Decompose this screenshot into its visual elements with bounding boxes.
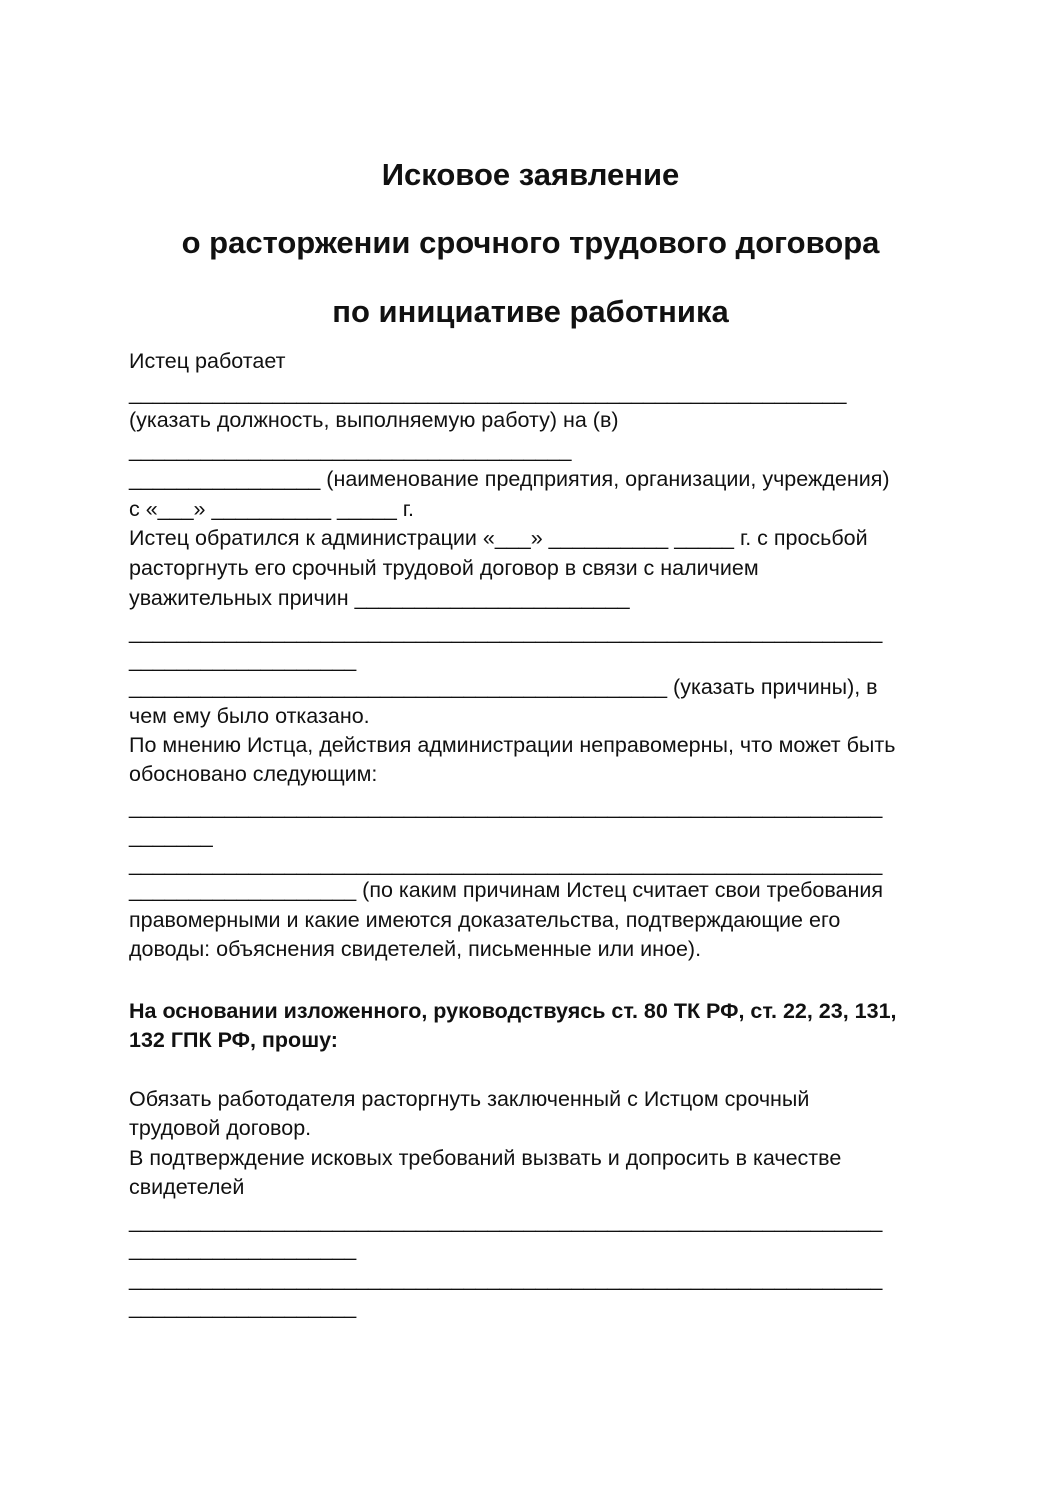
blank-line: ___________________: [129, 648, 357, 672]
text-line: трудовой договор.: [129, 1116, 312, 1140]
text-line: ________________ (наименование предприятия, организации, учреждения): [129, 467, 890, 491]
text-line: Истец обратился к администрации «___» __________ _____ г. с просьбой: [129, 526, 868, 550]
blank-line: ___________________: [129, 1295, 357, 1319]
text-line: доводы: объяснения свидетелей, письменные или иное).: [129, 937, 702, 961]
blank-line: ____________________________________________________________: [129, 381, 847, 405]
request-basis-line-2: 132 ГПК РФ, прошу:: [129, 1028, 338, 1052]
text-line: Обязать работодателя расторгнуть заключенный с Истцом срочный: [129, 1087, 810, 1111]
blank-line: _______: [129, 824, 213, 848]
text-line: обосновано следующим:: [129, 762, 378, 786]
text-line: В подтверждение исковых требований вызвать и допросить в качестве: [129, 1146, 842, 1170]
text-line: чем ему было отказано.: [129, 704, 370, 728]
request-basis-line-1: На основании изложенного, руководствуясь ст. 80 ТК РФ, ст. 22, 23, 131,: [129, 999, 897, 1023]
text-line: (указать должность, выполняемую работу) на (в): [129, 408, 619, 432]
document-title-line-1: Исковое заявление: [381, 157, 680, 192]
blank-line: ___________________: [129, 1237, 357, 1261]
blank-line: _______________________________________________________________: [129, 1267, 883, 1291]
text-line: ___________________ (по каким причинам Истец считает свои требования: [129, 878, 884, 902]
blank-line: _______________________________________________________________: [129, 852, 883, 876]
blank-line: _____________________________________: [129, 438, 572, 462]
text-line: свидетелей: [129, 1175, 245, 1199]
blank-line: _______________________________________________________________: [129, 1209, 883, 1233]
document-title-line-2: о расторжении срочного трудового договора: [181, 225, 880, 260]
text-line: По мнению Истца, действия администрации неправомерны, что может быть: [129, 733, 896, 757]
blank-line: _______________________________________________________________: [129, 620, 883, 644]
text-line: уважительных причин _______________________: [129, 586, 630, 610]
document-title-line-3: по инициативе работника: [332, 294, 729, 329]
text-line: Истец работает: [129, 349, 286, 373]
text-line: правомерными и какие имеются доказательства, подтверждающие его: [129, 908, 841, 932]
text-line: _____________________________________________ (указать причины), в: [129, 675, 878, 699]
text-line: расторгнуть его срочный трудовой договор в связи с наличием: [129, 556, 759, 580]
blank-line: _______________________________________________________________: [129, 795, 883, 819]
text-line: с «___» __________ _____ г.: [129, 497, 414, 521]
